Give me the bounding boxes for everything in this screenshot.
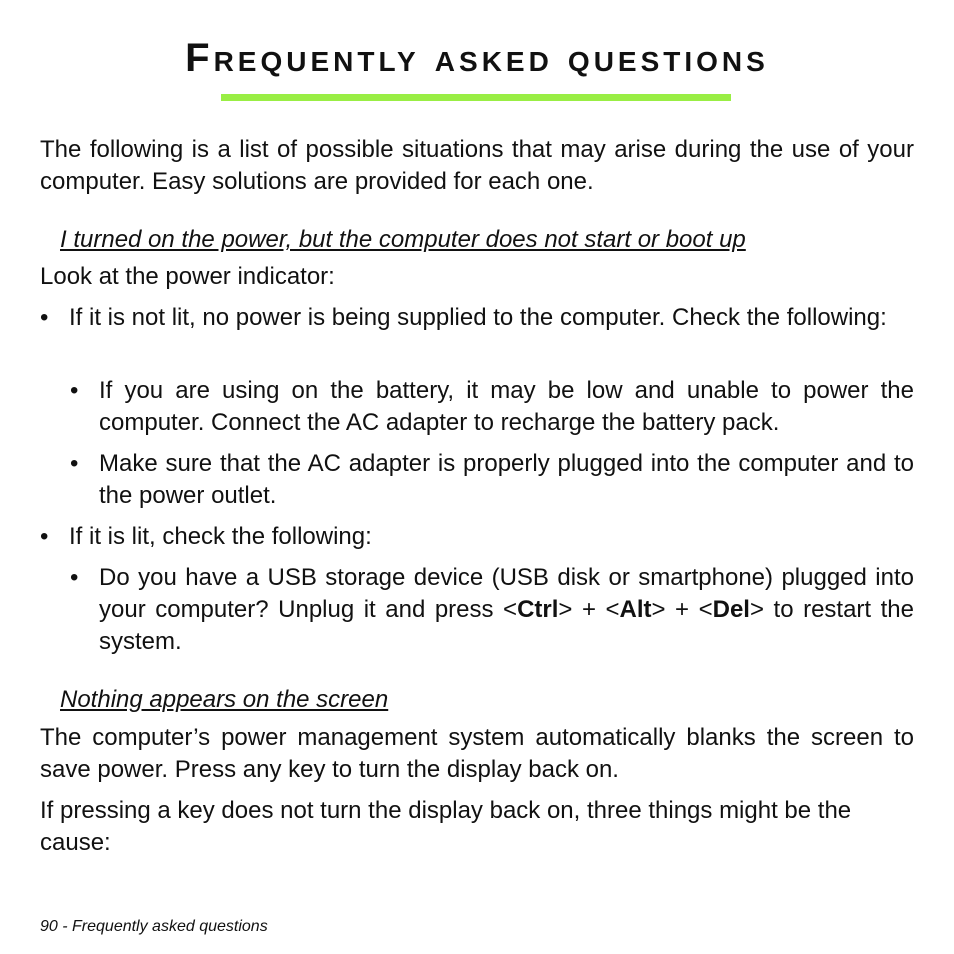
key-ctrl: Ctrl xyxy=(517,596,559,623)
sub-bullet-ac-adapter xyxy=(70,448,914,512)
bullet-text: If you are using on the battery, it may be low and unable to power the computer. Connect the AC adapter to recharge the battery pack. xyxy=(99,377,914,436)
key-separator: > + < xyxy=(651,596,713,623)
key-del: Del xyxy=(712,596,750,623)
bullet-marker: • xyxy=(70,564,79,591)
section-heading-power: I turned on the power, but the computer does not start or boot up xyxy=(60,226,746,253)
bullet-marker: • xyxy=(70,450,79,477)
bullet-not-lit xyxy=(40,302,914,366)
cause-paragraph: If pressing a key does not turn the display back on, three things might be the cause: xyxy=(40,797,852,856)
bullet-text xyxy=(99,562,914,658)
bullet-marker: • xyxy=(70,377,79,404)
power-management-paragraph: The computer’s power management system automatically blanks the screen to save power. Press any key to turn the display back on. xyxy=(40,724,914,783)
page-footer: 90 - Frequently asked questions xyxy=(40,918,268,935)
bullet-text: If it is not lit, no power is being supplied to the computer. Check the following: xyxy=(69,304,887,331)
usb-text-end: > to restart the system. xyxy=(99,596,914,655)
bullet-lit xyxy=(40,521,914,553)
bullet-text: Make sure that the AC adapter is properly plugged into the computer and to the power outlet. xyxy=(99,450,914,509)
bullet-marker: • xyxy=(40,304,49,331)
bullet-text: If it is lit, check the following: xyxy=(69,523,372,550)
intro-paragraph: The following is a list of possible situations that may arise during the use of your computer. Easy solutions are provided for each one. xyxy=(40,136,914,195)
section-heading-screen: Nothing appears on the screen xyxy=(60,686,389,713)
usb-text-start: Do you have a USB storage device (USB disk or smartphone) plugged into your computer? Unplug it and press < xyxy=(99,564,914,623)
key-alt: Alt xyxy=(619,596,652,623)
sub-bullet-usb xyxy=(70,562,914,658)
page-title: Frequently asked questions xyxy=(185,36,769,80)
sub-bullet-battery xyxy=(70,375,914,439)
key-separator: > + < xyxy=(558,596,620,623)
title-underline xyxy=(221,94,731,101)
bullet-marker: • xyxy=(40,523,49,550)
power-indicator-lead: Look at the power indicator: xyxy=(40,263,335,290)
